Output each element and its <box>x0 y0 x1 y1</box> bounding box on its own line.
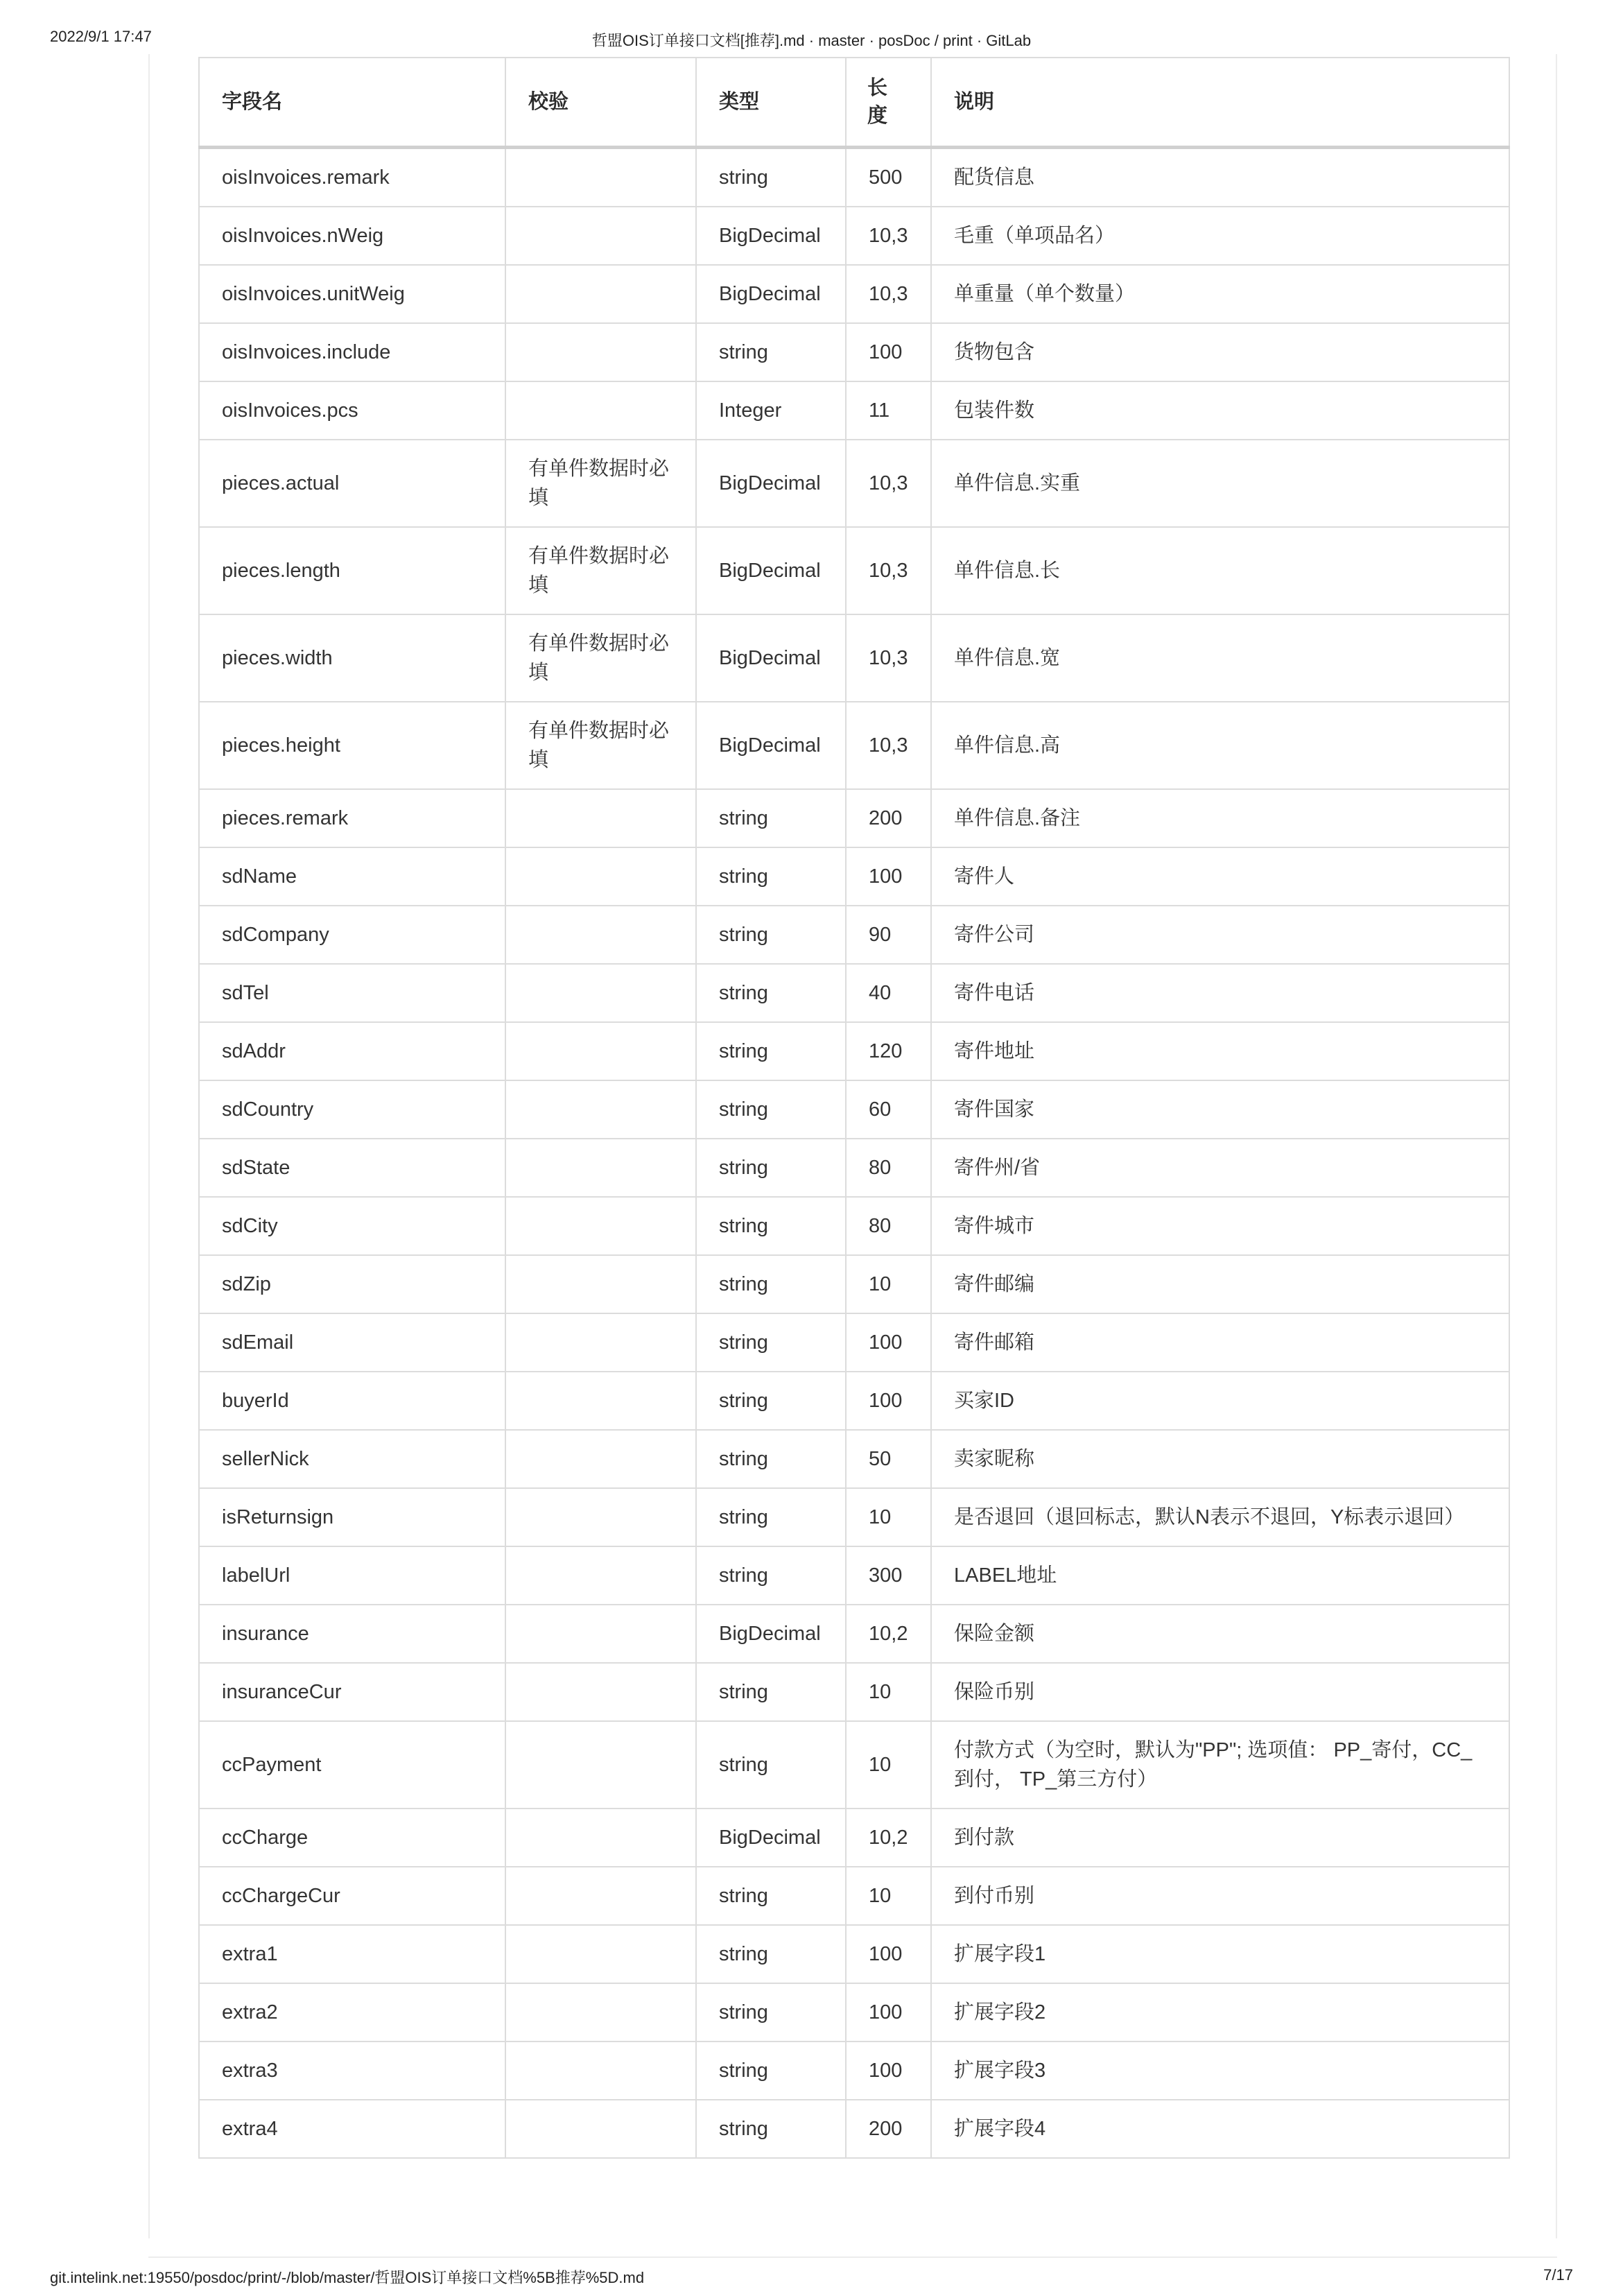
cell-length: 10 <box>846 1255 931 1313</box>
cell-field-name: labelUrl <box>199 1546 505 1605</box>
cell-validation: 有单件数据时必填 <box>505 440 696 527</box>
cell-type: string <box>696 1080 846 1139</box>
cell-validation <box>505 265 696 323</box>
cell-length: 100 <box>846 847 931 906</box>
cell-type: string <box>696 1313 846 1372</box>
table-row <box>199 381 1509 440</box>
field-spec-table <box>198 57 1510 2159</box>
table-row <box>199 1605 1509 1663</box>
print-title: 哲盟OIS订单接口文档[推荐].md · master · posDoc / print · GitLab <box>591 32 1032 49</box>
print-footer <box>50 2266 1573 2287</box>
cell-validation <box>505 1983 696 2042</box>
cell-type: string <box>696 847 846 906</box>
table-row <box>199 1430 1509 1488</box>
cell-field-name: oisInvoices.remark <box>199 148 505 207</box>
cell-length: 10,3 <box>846 614 931 702</box>
cell-validation <box>505 381 696 440</box>
cell-description: 寄件公司 <box>931 906 1509 964</box>
cell-length: 100 <box>846 1983 931 2042</box>
print-url: git.intelink.net:19550/posdoc/print/-/blob/master/哲盟OIS订单接口文档%5B推荐%5D.md <box>50 2269 645 2286</box>
header-type: 类型 <box>696 58 846 148</box>
table-row <box>199 906 1509 964</box>
table-row <box>199 1925 1509 1983</box>
cell-validation <box>505 1663 696 1721</box>
cell-field-name: extra3 <box>199 2042 505 2100</box>
cell-length: 100 <box>846 1372 931 1430</box>
cell-field-name: sellerNick <box>199 1430 505 1488</box>
header-length: 长 度 <box>846 58 931 148</box>
table-row <box>199 323 1509 381</box>
cell-field-name: pieces.length <box>199 527 505 614</box>
cell-field-name: sdCountry <box>199 1080 505 1139</box>
cell-validation <box>505 1197 696 1255</box>
cell-validation <box>505 1080 696 1139</box>
cell-length: 10,2 <box>846 1809 931 1867</box>
cell-description: 寄件人 <box>931 847 1509 906</box>
cell-validation <box>505 323 696 381</box>
cell-validation <box>505 1809 696 1867</box>
cell-field-name: extra2 <box>199 1983 505 2042</box>
table-row <box>199 1546 1509 1605</box>
cell-field-name: oisInvoices.include <box>199 323 505 381</box>
cell-description: 寄件城市 <box>931 1197 1509 1255</box>
cell-validation <box>505 1022 696 1080</box>
cell-description: 单件信息.长 <box>931 527 1509 614</box>
table-row <box>199 789 1509 847</box>
page-border-left <box>148 54 150 2238</box>
cell-field-name: pieces.actual <box>199 440 505 527</box>
table-row <box>199 1022 1509 1080</box>
cell-field-name: oisInvoices.nWeig <box>199 207 505 265</box>
cell-type: string <box>696 1721 846 1809</box>
cell-length: 80 <box>846 1197 931 1255</box>
print-datetime: 2022/9/1 17:47 <box>50 28 152 45</box>
cell-field-name: oisInvoices.unitWeig <box>199 265 505 323</box>
cell-type: string <box>696 1022 846 1080</box>
cell-field-name: oisInvoices.pcs <box>199 381 505 440</box>
cell-description: 寄件邮箱 <box>931 1313 1509 1372</box>
table-row <box>199 1313 1509 1372</box>
cell-validation <box>505 1605 696 1663</box>
table-row <box>199 1663 1509 1721</box>
cell-validation <box>505 207 696 265</box>
cell-field-name: ccChargeCur <box>199 1867 505 1925</box>
cell-length: 500 <box>846 148 931 207</box>
header-description: 说明 <box>931 58 1509 148</box>
table-row <box>199 2100 1509 2158</box>
cell-field-name: sdState <box>199 1139 505 1197</box>
cell-validation <box>505 148 696 207</box>
cell-field-name: sdTel <box>199 964 505 1022</box>
table-row <box>199 1197 1509 1255</box>
cell-length: 200 <box>846 2100 931 2158</box>
table-header <box>199 58 1509 148</box>
cell-type: string <box>696 1546 846 1605</box>
cell-type: string <box>696 906 846 964</box>
cell-type: string <box>696 1255 846 1313</box>
cell-description: LABEL地址 <box>931 1546 1509 1605</box>
cell-validation <box>505 1488 696 1546</box>
cell-length: 10,3 <box>846 265 931 323</box>
cell-length: 60 <box>846 1080 931 1139</box>
table-row <box>199 527 1509 614</box>
table-row <box>199 265 1509 323</box>
cell-validation <box>505 847 696 906</box>
cell-description: 卖家昵称 <box>931 1430 1509 1488</box>
cell-description: 扩展字段2 <box>931 1983 1509 2042</box>
cell-length: 10 <box>846 1721 931 1809</box>
cell-description: 单重量（单个数量） <box>931 265 1509 323</box>
table-row <box>199 207 1509 265</box>
cell-field-name: isReturnsign <box>199 1488 505 1546</box>
cell-description: 单件信息.宽 <box>931 614 1509 702</box>
cell-field-name: sdCompany <box>199 906 505 964</box>
cell-type: string <box>696 2042 846 2100</box>
cell-type: string <box>696 148 846 207</box>
cell-field-name: sdAddr <box>199 1022 505 1080</box>
table-row <box>199 2042 1509 2100</box>
table-row <box>199 1080 1509 1139</box>
cell-validation <box>505 1867 696 1925</box>
cell-length: 100 <box>846 1925 931 1983</box>
cell-description: 单件信息.高 <box>931 702 1509 789</box>
table-row <box>199 148 1509 207</box>
cell-field-name: sdCity <box>199 1197 505 1255</box>
cell-type: Integer <box>696 381 846 440</box>
cell-length: 100 <box>846 323 931 381</box>
table-row <box>199 440 1509 527</box>
cell-field-name: sdZip <box>199 1255 505 1313</box>
cell-length: 11 <box>846 381 931 440</box>
cell-description: 付款方式（为空时，默认为"PP"; 选项值： PP_寄付，CC_到付， TP_第三方付） <box>931 1721 1509 1809</box>
table-row <box>199 1867 1509 1925</box>
cell-description: 寄件国家 <box>931 1080 1509 1139</box>
header-validation: 校验 <box>505 58 696 148</box>
cell-field-name: pieces.height <box>199 702 505 789</box>
cell-description: 保险金额 <box>931 1605 1509 1663</box>
cell-description: 寄件地址 <box>931 1022 1509 1080</box>
cell-field-name: sdName <box>199 847 505 906</box>
table-body <box>199 148 1509 2159</box>
cell-validation <box>505 1430 696 1488</box>
cell-description: 扩展字段1 <box>931 1925 1509 1983</box>
cell-length: 10,3 <box>846 702 931 789</box>
cell-validation <box>505 789 696 847</box>
table-row <box>199 1488 1509 1546</box>
page-number: 7/17 <box>1543 2266 1573 2284</box>
cell-validation <box>505 1546 696 1605</box>
cell-description: 扩展字段4 <box>931 2100 1509 2158</box>
cell-length: 100 <box>846 1313 931 1372</box>
cell-description: 包装件数 <box>931 381 1509 440</box>
cell-type: string <box>696 1197 846 1255</box>
page-border-right <box>1556 54 1557 2238</box>
cell-length: 80 <box>846 1139 931 1197</box>
cell-validation <box>505 1372 696 1430</box>
cell-length: 120 <box>846 1022 931 1080</box>
cell-field-name: insurance <box>199 1605 505 1663</box>
cell-length: 10,3 <box>846 440 931 527</box>
cell-validation <box>505 1721 696 1809</box>
cell-length: 90 <box>846 906 931 964</box>
cell-type: BigDecimal <box>696 265 846 323</box>
cell-field-name: pieces.width <box>199 614 505 702</box>
cell-length: 10,3 <box>846 207 931 265</box>
table-row <box>199 702 1509 789</box>
table-row <box>199 964 1509 1022</box>
cell-field-name: buyerId <box>199 1372 505 1430</box>
cell-field-name: insuranceCur <box>199 1663 505 1721</box>
cell-type: string <box>696 1430 846 1488</box>
table-row <box>199 1809 1509 1867</box>
cell-validation: 有单件数据时必填 <box>505 702 696 789</box>
cell-field-name: ccCharge <box>199 1809 505 1867</box>
cell-type: BigDecimal <box>696 527 846 614</box>
table-row <box>199 1983 1509 2042</box>
cell-field-name: extra4 <box>199 2100 505 2158</box>
table-row <box>199 1372 1509 1430</box>
cell-type: string <box>696 1867 846 1925</box>
cell-description: 单件信息.实重 <box>931 440 1509 527</box>
cell-field-name: extra1 <box>199 1925 505 1983</box>
cell-type: string <box>696 1372 846 1430</box>
cell-length: 10 <box>846 1867 931 1925</box>
cell-field-name: pieces.remark <box>199 789 505 847</box>
table-row <box>199 1255 1509 1313</box>
cell-type: string <box>696 1663 846 1721</box>
cell-validation <box>505 2100 696 2158</box>
cell-type: BigDecimal <box>696 1809 846 1867</box>
cell-validation <box>505 1255 696 1313</box>
cell-validation: 有单件数据时必填 <box>505 614 696 702</box>
cell-description: 寄件州/省 <box>931 1139 1509 1197</box>
cell-length: 40 <box>846 964 931 1022</box>
cell-description: 单件信息.备注 <box>931 789 1509 847</box>
cell-description: 寄件电话 <box>931 964 1509 1022</box>
cell-type: string <box>696 789 846 847</box>
cell-description: 扩展字段3 <box>931 2042 1509 2100</box>
cell-validation <box>505 2042 696 2100</box>
cell-type: BigDecimal <box>696 1605 846 1663</box>
cell-validation <box>505 1139 696 1197</box>
cell-description: 货物包含 <box>931 323 1509 381</box>
cell-field-name: ccPayment <box>199 1721 505 1809</box>
cell-description: 保险币别 <box>931 1663 1509 1721</box>
cell-length: 10 <box>846 1663 931 1721</box>
cell-length: 100 <box>846 2042 931 2100</box>
cell-type: BigDecimal <box>696 614 846 702</box>
cell-type: string <box>696 1488 846 1546</box>
cell-type: BigDecimal <box>696 702 846 789</box>
table-header-row <box>199 58 1509 148</box>
cell-validation: 有单件数据时必填 <box>505 527 696 614</box>
table-row <box>199 1721 1509 1809</box>
cell-type: string <box>696 964 846 1022</box>
cell-length: 200 <box>846 789 931 847</box>
cell-validation <box>505 1313 696 1372</box>
cell-validation <box>505 906 696 964</box>
cell-description: 寄件邮编 <box>931 1255 1509 1313</box>
cell-type: BigDecimal <box>696 440 846 527</box>
table-row <box>199 1139 1509 1197</box>
cell-type: string <box>696 2100 846 2158</box>
cell-type: string <box>696 1139 846 1197</box>
cell-type: string <box>696 1925 846 1983</box>
cell-type: string <box>696 323 846 381</box>
cell-length: 10 <box>846 1488 931 1546</box>
table-row <box>199 614 1509 702</box>
cell-type: string <box>696 1983 846 2042</box>
cell-description: 毛重（单项品名） <box>931 207 1509 265</box>
cell-description: 是否退回（退回标志，默认N表示不退回，Y标表示退回） <box>931 1488 1509 1546</box>
cell-length: 10,2 <box>846 1605 931 1663</box>
cell-description: 到付币别 <box>931 1867 1509 1925</box>
cell-type: BigDecimal <box>696 207 846 265</box>
table-row <box>199 847 1509 906</box>
header-field-name: 字段名 <box>199 58 505 148</box>
cell-length: 300 <box>846 1546 931 1605</box>
cell-description: 配货信息 <box>931 148 1509 207</box>
cell-validation <box>505 964 696 1022</box>
cell-field-name: sdEmail <box>199 1313 505 1372</box>
cell-description: 买家ID <box>931 1372 1509 1430</box>
cell-length: 10,3 <box>846 527 931 614</box>
page-border-bottom <box>148 2256 1557 2258</box>
cell-length: 50 <box>846 1430 931 1488</box>
print-header <box>50 28 1573 55</box>
cell-validation <box>505 1925 696 1983</box>
cell-description: 到付款 <box>931 1809 1509 1867</box>
